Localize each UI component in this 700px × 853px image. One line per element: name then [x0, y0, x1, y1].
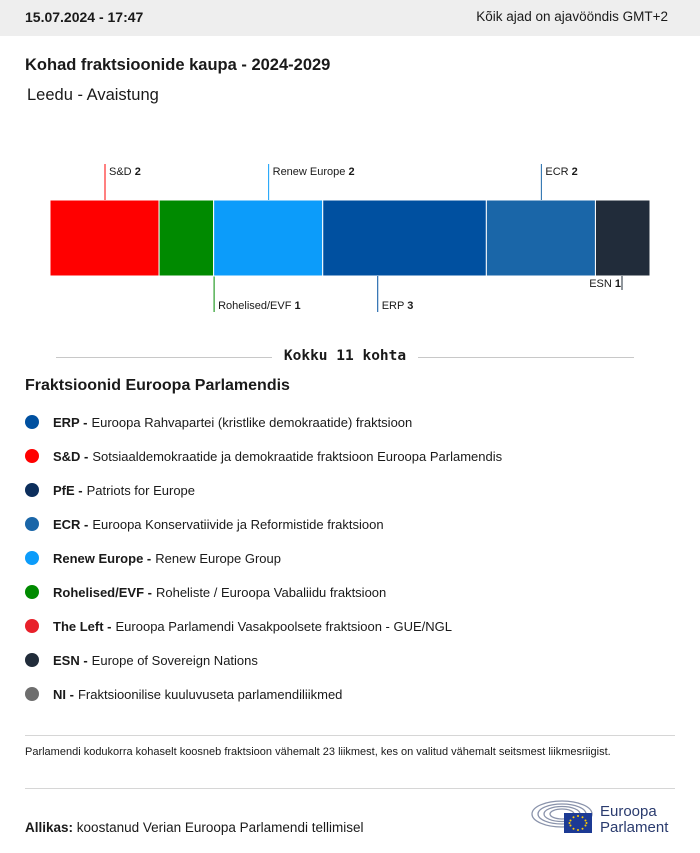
- legend-item: [25, 575, 675, 609]
- page-title: Kohad fraktsioonide kaupa - 2024-2029: [25, 56, 331, 74]
- timestamp: 15.07.2024 - 17:47: [25, 9, 144, 25]
- legend-item: [25, 609, 675, 643]
- legend-name: Fraktsioonilise kuuluvuseta parlamendiliikmed: [77, 686, 343, 702]
- legend-name: Euroopa Konservatiivide ja Reformistide fraktsioon: [92, 516, 384, 532]
- seat-bar-segment: [159, 200, 214, 276]
- legend-dot-icon: [25, 585, 39, 599]
- segment-label: Rohelised/EVF 1: [218, 300, 301, 312]
- legend-title: Fraktsioonid Euroopa Parlamendis: [25, 377, 290, 394]
- legend-dot-icon: [25, 517, 39, 531]
- legend-abbr: Rohelised/EVF -: [53, 584, 152, 600]
- segment-label: S&D 2: [109, 166, 141, 178]
- segment-label: ESN 1: [589, 278, 621, 290]
- legend-abbr: ESN -: [53, 652, 88, 668]
- page-subtitle: Leedu - Avaistung: [27, 86, 159, 104]
- legend-abbr: The Left -: [53, 618, 112, 634]
- segment-label: ECR 2: [545, 166, 578, 178]
- legend-abbr: Renew Europe -: [53, 550, 152, 566]
- legend-abbr: PfE -: [53, 482, 83, 498]
- seat-bar-segment: [323, 200, 487, 276]
- legend-abbr: ERP -: [53, 414, 88, 430]
- seat-bar-segment: [214, 200, 323, 276]
- legend-dot-icon: [25, 687, 39, 701]
- legend-name: Euroopa Rahvapartei (kristlike demokraatide) fraktsioon: [91, 414, 413, 430]
- legend-name: Renew Europe Group: [155, 550, 281, 566]
- legend-dot-icon: [25, 415, 39, 429]
- source-line: [25, 820, 363, 835]
- legend-name: Sotsiaaldemokraatide ja demokraatide fraktsioon Euroopa Parlamendis: [92, 448, 503, 464]
- legend-dot-icon: [25, 483, 39, 497]
- timezone-note: Kõik ajad on ajavööndis GMT+2: [476, 9, 668, 24]
- total-seats-label: Kokku 11 kohta: [283, 348, 407, 364]
- source-label: Allikas:: [25, 820, 74, 835]
- legend-name: Roheliste / Euroopa Vabaliidu fraktsioon: [155, 584, 387, 600]
- segment-label: Renew Europe 2: [272, 166, 355, 178]
- legend-name: Europe of Sovereign Nations: [91, 652, 258, 668]
- seat-bar-segment: [486, 200, 595, 276]
- legend-item: [25, 507, 675, 541]
- legend-dot-icon: [25, 653, 39, 667]
- footnote: Parlamendi kodukorra kohaselt koosneb fraktsioon vähemalt 23 liikmest, kes on valitud vähemalt seitsmest liikmesriigist.: [25, 746, 611, 758]
- parliament-hemicycle-icon: [530, 797, 594, 837]
- header-bar: [0, 0, 700, 36]
- legend-item: [25, 405, 675, 439]
- source-text: koostanud Verian Euroopa Parlamendi tellimisel: [76, 820, 364, 835]
- legend-abbr: S&D -: [53, 448, 89, 464]
- divider: [25, 735, 675, 736]
- segment-label: ERP 3: [381, 300, 414, 312]
- legend-item: [25, 643, 675, 677]
- legend-dot-icon: [25, 449, 39, 463]
- legend-abbr: NI -: [53, 686, 74, 702]
- seat-bar-segment: [50, 200, 159, 276]
- logo-line-2: Parlament: [600, 819, 669, 836]
- legend-item: [25, 677, 675, 711]
- legend-item: [25, 473, 675, 507]
- legend-name: Euroopa Parlamendi Vasakpoolsete fraktsioon - GUE/NGL: [115, 618, 452, 634]
- legend-item: [25, 439, 675, 473]
- legend-dot-icon: [25, 551, 39, 565]
- legend-dot-icon: [25, 619, 39, 633]
- european-parliament-logo: [530, 797, 680, 839]
- legend-item: [25, 541, 675, 575]
- divider-right: [418, 357, 634, 358]
- seat-bar-chart: [0, 150, 700, 330]
- logo-line-1: Euroopa: [600, 803, 657, 820]
- seat-bar-segment: [595, 200, 650, 276]
- legend-name: Patriots for Europe: [86, 482, 196, 498]
- total-row: [56, 346, 634, 368]
- logo-text: [600, 804, 668, 836]
- group-legend: [25, 405, 675, 711]
- legend-abbr: ECR -: [53, 516, 89, 532]
- divider: [25, 788, 675, 789]
